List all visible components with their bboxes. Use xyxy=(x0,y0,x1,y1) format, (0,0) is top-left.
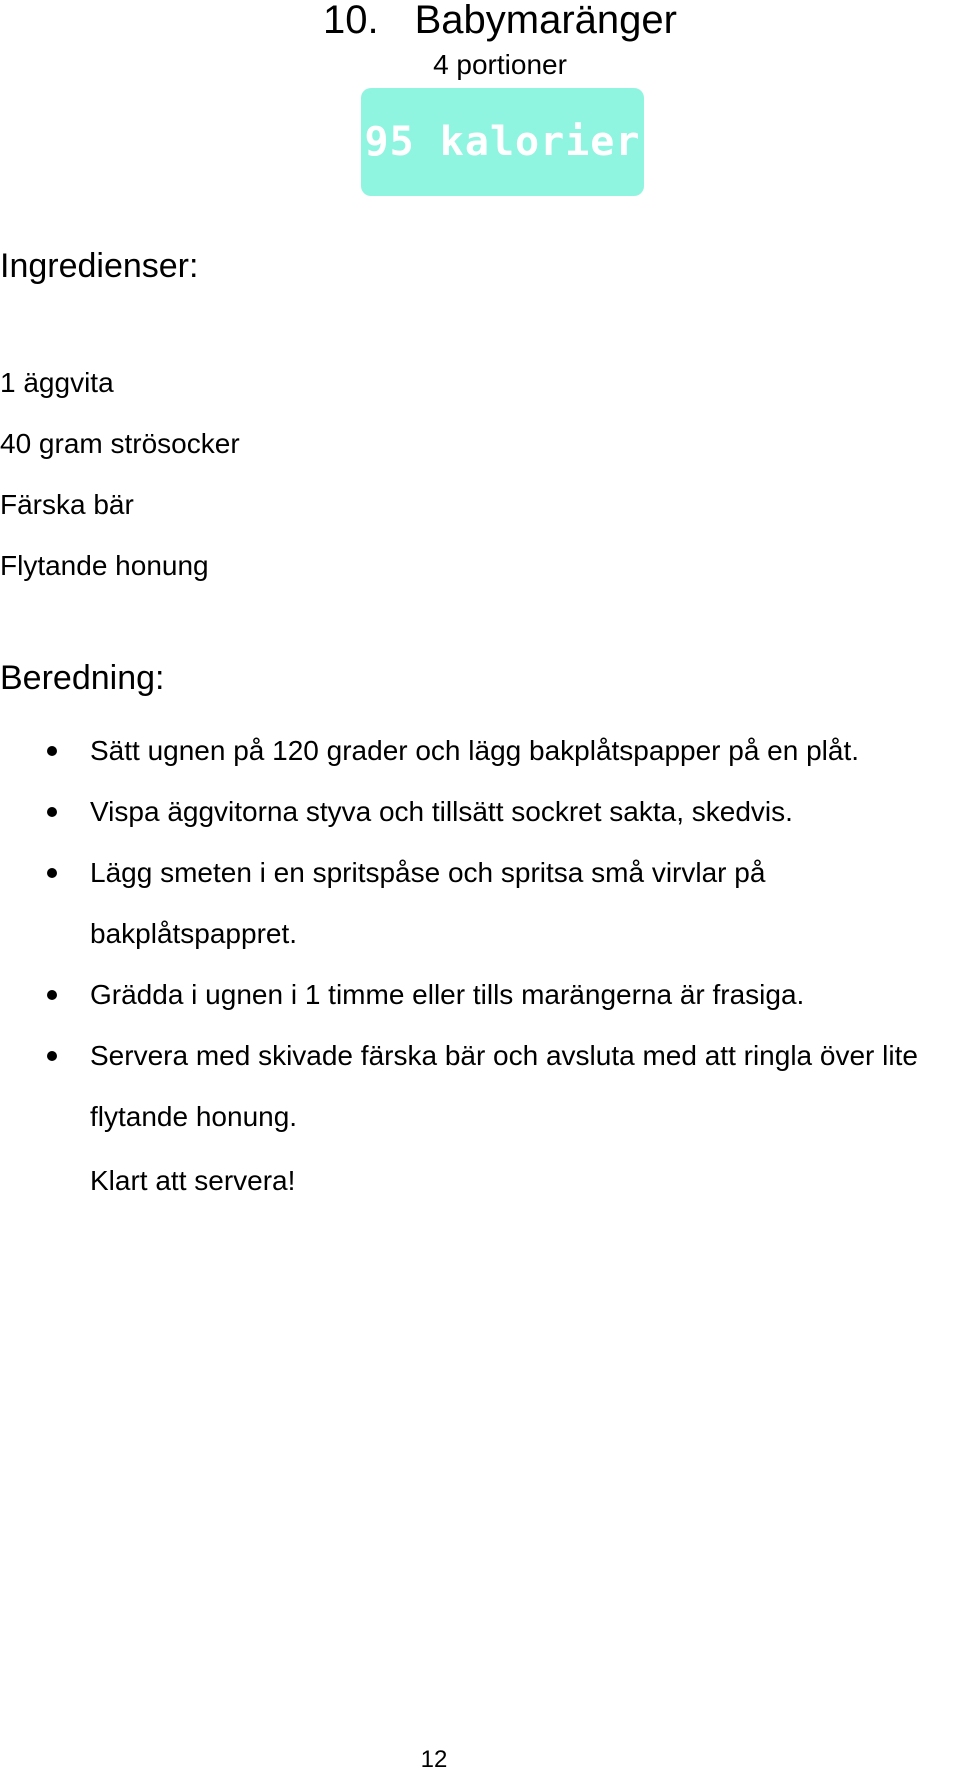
ingredients-list xyxy=(0,352,240,596)
step-item xyxy=(0,842,960,964)
step-text: Grädda i ugnen i 1 timme eller tills marängerna är frasiga. xyxy=(90,979,805,1010)
ingredients-heading: Ingredienser: xyxy=(0,247,199,285)
preparation-heading: Beredning: xyxy=(0,659,165,697)
step-text: Sätt ugnen på 120 grader och lägg bakplåtspapper på en plåt. xyxy=(90,735,860,766)
bullet-icon xyxy=(47,990,57,1000)
closing-text: Klart att servera! xyxy=(90,1165,296,1196)
bullet-icon xyxy=(47,746,57,756)
ingredient-item: 40 gram strösocker xyxy=(0,428,240,459)
calorie-text: 95 kalorier xyxy=(364,119,641,165)
step-item xyxy=(0,781,960,842)
step-item xyxy=(0,1025,960,1147)
recipe-number: 10. xyxy=(323,0,379,42)
bullet-icon xyxy=(47,868,57,878)
recipe-title xyxy=(0,0,960,40)
calorie-badge xyxy=(361,88,644,196)
page-number: 12 xyxy=(420,1746,448,1773)
step-text: Lägg smeten i en spritspåse och spritsa små virvlar på bakplåtspappret. xyxy=(90,857,766,949)
step-item xyxy=(0,964,960,1025)
step-text: Vispa äggvitorna styva och tillsätt sockret sakta, skedvis. xyxy=(90,796,793,827)
bullet-icon xyxy=(47,1051,57,1061)
bullet-icon xyxy=(47,807,57,817)
portions-label: 4 portioner xyxy=(433,49,567,80)
ingredient-item: 1 äggvita xyxy=(0,367,114,398)
recipe-name: Babymaränger xyxy=(414,0,677,42)
step-item xyxy=(0,720,960,781)
preparation-steps xyxy=(0,720,960,1147)
ingredient-item: Flytande honung xyxy=(0,550,209,581)
step-text: Servera med skivade färska bär och avsluta med att ringla över lite flytande honung. xyxy=(90,1040,918,1132)
ingredient-item: Färska bär xyxy=(0,489,134,520)
